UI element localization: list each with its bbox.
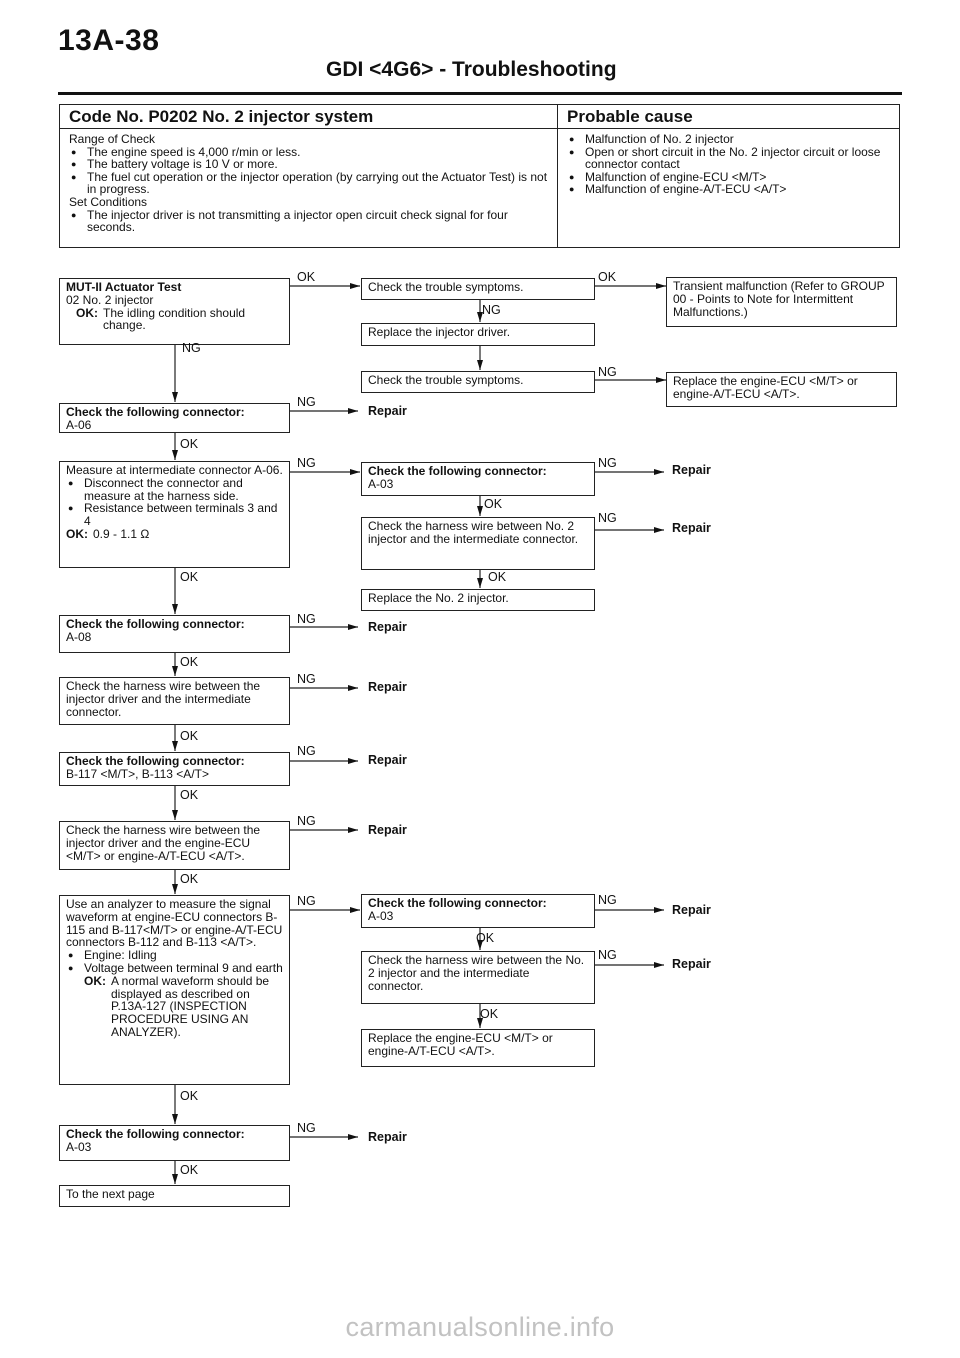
step-text: Transient malfunction (Refer to GROUP 00 - Points to Note for Intermittent Malfunctions.) bbox=[673, 279, 885, 319]
check-connector-a03-box bbox=[361, 462, 595, 496]
ok-label: OK bbox=[180, 437, 199, 451]
repair-label: Repair bbox=[368, 753, 407, 767]
page-number: 13A-38 bbox=[58, 24, 160, 57]
ok-label: OK bbox=[484, 497, 503, 511]
ng-label: NG bbox=[482, 303, 501, 317]
ok-value: 0.9 - 1.1 Ω bbox=[93, 526, 150, 541]
ok-label: OK bbox=[297, 270, 316, 284]
check-harness-ecu-box bbox=[59, 821, 290, 870]
ok-label: OK bbox=[476, 931, 495, 945]
check-harness-injector-box bbox=[361, 517, 595, 570]
step-text: Check the harness wire between No. 2 injector and the intermediate connector. bbox=[368, 519, 579, 546]
mut-actuator-test-box bbox=[59, 278, 290, 345]
code-heading: Code No. P0202 No. 2 injector system bbox=[60, 105, 558, 129]
cause-item: ● Malfunction of engine-A/T-ECU <A/T> bbox=[567, 183, 891, 196]
cause-item: ● Malfunction of No. 2 injector bbox=[567, 133, 891, 146]
step-text: Replace the engine-ECU <M/T> or engine-A/T-ECU <A/T>. bbox=[368, 1031, 553, 1058]
repair-label: Repair bbox=[368, 1130, 407, 1144]
connector-id: A-03 bbox=[368, 476, 394, 491]
ok-label: OK: bbox=[76, 305, 98, 320]
ok-text: A normal waveform should be displayed as described on P.13A-127 (INSPECTION PROCEDURE USING AN ANALYZER). bbox=[111, 973, 270, 1039]
connector-id: A-06 bbox=[66, 417, 92, 432]
check-connector-a06-box bbox=[59, 403, 290, 433]
ok-label: OK bbox=[180, 1089, 199, 1103]
ng-label: NG bbox=[598, 893, 617, 907]
ng-label: NG bbox=[598, 456, 617, 470]
step-title: Check the following connector: bbox=[66, 1127, 245, 1141]
transient-malfunction-box bbox=[666, 277, 897, 327]
cause-item: ● Open or short circuit in the No. 2 injector circuit or loose connector contact bbox=[567, 146, 891, 171]
ok-label: OK bbox=[598, 270, 617, 284]
check-trouble-symptoms-box-2 bbox=[361, 371, 595, 393]
step-text: Check the harness wire between the injector driver and the engine-ECU <M/T> or engine-A/T-ECU <A/T>. bbox=[66, 823, 261, 863]
check-harness-injector-box-2 bbox=[361, 951, 595, 1004]
ng-label: NG bbox=[297, 612, 316, 626]
ng-label: NG bbox=[297, 395, 316, 409]
ng-label: NG bbox=[297, 894, 316, 908]
connector-id: B-117 <M/T>, B-113 <A/T> bbox=[66, 766, 209, 781]
ok-label: OK: bbox=[66, 526, 88, 541]
repair-label: Repair bbox=[672, 521, 711, 535]
analyzer-ok bbox=[66, 975, 283, 1039]
set-item: ● The injector driver is not transmitting a injector open circuit check signal for four seconds. bbox=[69, 209, 549, 234]
ok-label: OK bbox=[488, 570, 507, 584]
step-text: Replace the No. 2 injector. bbox=[368, 591, 509, 605]
ng-label: NG bbox=[297, 456, 316, 470]
ok-label: OK bbox=[180, 570, 199, 584]
measure-intermediate-connector-box bbox=[59, 461, 290, 568]
replace-injector-box bbox=[361, 589, 595, 611]
probable-cause-heading: Probable cause bbox=[558, 105, 899, 129]
ok-label: OK bbox=[180, 655, 199, 669]
range-item: ● The battery voltage is 10 V or more. bbox=[69, 158, 549, 171]
ok-label: OK bbox=[180, 729, 199, 743]
range-item: ● The fuel cut operation or the injector operation (by carrying out the Actuator Test) is not in progress. bbox=[69, 171, 549, 196]
ng-label: NG bbox=[182, 341, 201, 355]
check-harness-driver-box bbox=[59, 677, 290, 725]
replace-ecu-box-2 bbox=[361, 1029, 595, 1067]
step-item: ● Voltage between terminal 9 and earth bbox=[66, 962, 283, 975]
step-item: ● Disconnect the connector and measure at the harness side. bbox=[66, 477, 283, 503]
mut-item: 02 No. 2 injector bbox=[66, 292, 154, 307]
step-title: Check the following connector: bbox=[66, 405, 245, 419]
analyzer-waveform-box bbox=[59, 895, 290, 1085]
step-text: Use an analyzer to measure the signal waveform at engine-ECU connectors B-115 and B-117<M/T> or engine-A/T-ECU connectors B-112 and B-113 <A/T>. bbox=[66, 897, 283, 950]
ok-label: OK: bbox=[84, 973, 106, 988]
step-text: Replace the injector driver. bbox=[368, 325, 511, 339]
repair-label: Repair bbox=[368, 620, 407, 634]
mut-ok bbox=[66, 307, 283, 333]
page-title: GDI <4G6> - Troubleshooting bbox=[326, 58, 617, 81]
step-item: ● Engine: Idling bbox=[66, 949, 283, 962]
ng-label: NG bbox=[297, 1121, 316, 1135]
repair-label: Repair bbox=[368, 823, 407, 837]
check-connector-a08-box bbox=[59, 615, 290, 653]
set-label: Set Conditions bbox=[69, 194, 148, 209]
repair-label: Repair bbox=[672, 957, 711, 971]
connector-id: A-03 bbox=[368, 908, 394, 923]
connector-id: A-08 bbox=[66, 629, 92, 644]
ng-label: NG bbox=[598, 365, 617, 379]
range-item: ● The engine speed is 4,000 r/min or less. bbox=[69, 146, 549, 159]
repair-label: Repair bbox=[368, 404, 407, 418]
ok-label: OK bbox=[180, 1163, 199, 1177]
watermark: carmanualsonline.info bbox=[345, 1312, 615, 1342]
step-text: To the next page bbox=[66, 1187, 155, 1201]
ng-label: NG bbox=[297, 744, 316, 758]
step-text: Check the trouble symptoms. bbox=[368, 373, 524, 387]
ng-label: NG bbox=[598, 948, 617, 962]
ng-label: NG bbox=[297, 672, 316, 686]
repair-label: Repair bbox=[672, 903, 711, 917]
step-text: Check the trouble symptoms. bbox=[368, 280, 524, 294]
connector-id: A-03 bbox=[66, 1139, 92, 1154]
step-title: Check the following connector: bbox=[368, 896, 547, 910]
mut-title: MUT-II Actuator Test bbox=[66, 280, 182, 294]
check-connector-a03-box-3 bbox=[59, 1125, 290, 1161]
check-connector-a03-box-2 bbox=[361, 894, 595, 928]
step-text: Check the harness wire between the injector driver and the intermediate connector. bbox=[66, 679, 261, 719]
step-title: Check the following connector: bbox=[66, 617, 245, 631]
next-page-box bbox=[59, 1185, 290, 1207]
step-title: Check the following connector: bbox=[66, 754, 245, 768]
ok-label: OK bbox=[180, 872, 199, 886]
replace-injector-driver-box bbox=[361, 323, 595, 346]
repair-label: Repair bbox=[368, 680, 407, 694]
check-connector-b117-box bbox=[59, 752, 290, 786]
step-text: Check the harness wire between the No. 2 injector and the intermediate connector. bbox=[368, 953, 585, 993]
ng-label: NG bbox=[598, 511, 617, 525]
mut-ok-text: The idling condition should change. bbox=[103, 305, 246, 333]
ok-label: OK bbox=[480, 1007, 499, 1021]
step-title: Check the following connector: bbox=[368, 464, 547, 478]
step-item: ● Resistance between terminals 3 and 4 bbox=[66, 502, 283, 528]
cause-item: ● Malfunction of engine-ECU <M/T> bbox=[567, 171, 891, 184]
step-text: Measure at intermediate connector A-06. bbox=[66, 463, 283, 477]
range-label: Range of Check bbox=[69, 132, 156, 146]
replace-ecu-box bbox=[666, 372, 897, 407]
ng-label: NG bbox=[297, 814, 316, 828]
repair-label: Repair bbox=[672, 463, 711, 477]
step-text: Replace the engine-ECU <M/T> or engine-A/T-ECU <A/T>. bbox=[673, 374, 858, 401]
check-trouble-symptoms-box bbox=[361, 278, 595, 300]
measure-ok bbox=[66, 528, 283, 541]
ok-label: OK bbox=[180, 788, 199, 802]
